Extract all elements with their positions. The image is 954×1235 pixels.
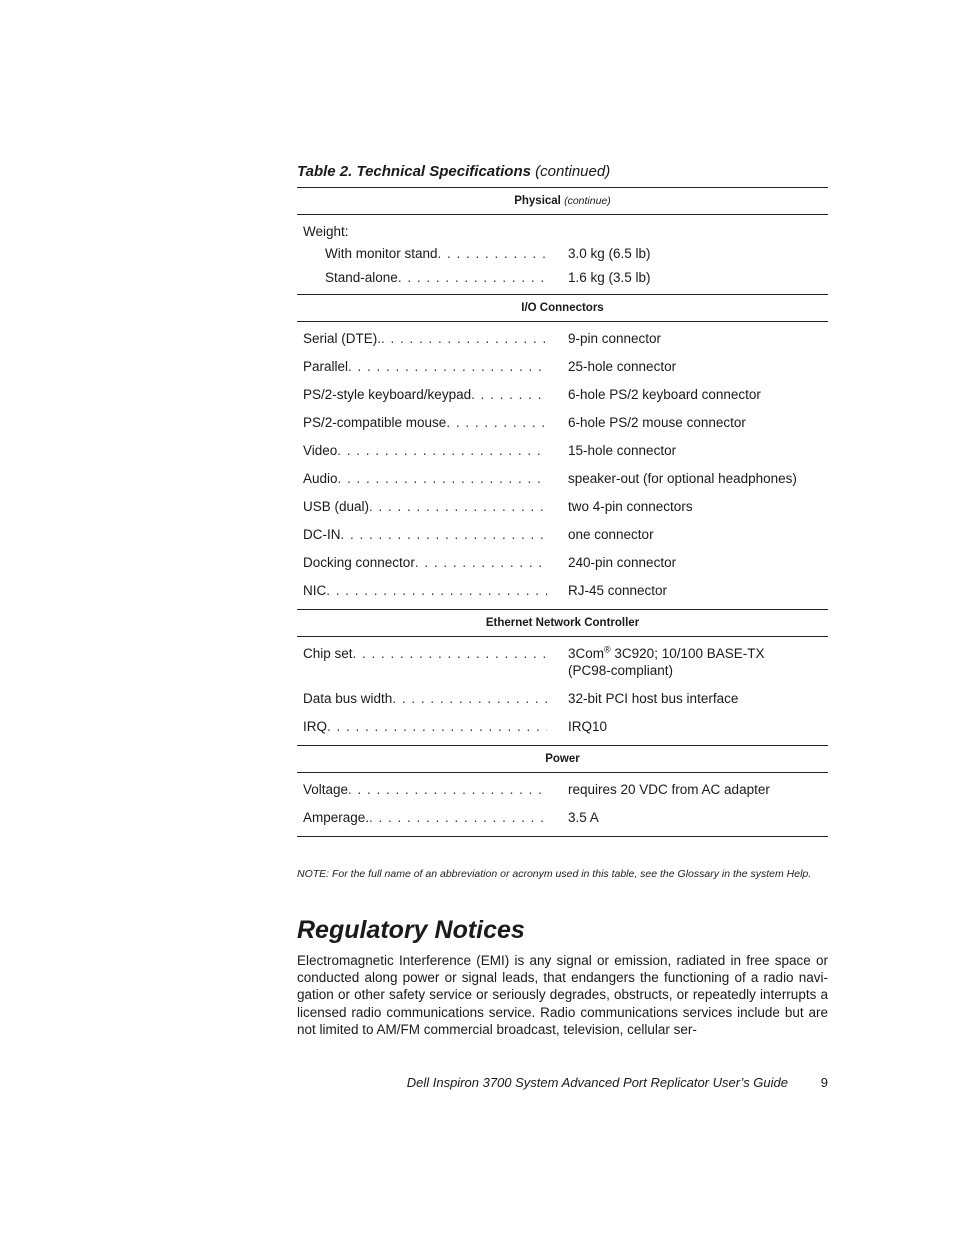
row-value: 3.5 A	[568, 810, 599, 825]
row-label: Voltage	[303, 782, 349, 797]
body-paragraph: Electromagnetic Interference (EMI) is any signal or emission, radiated in free space or conducted along power or signal leads, that endangers the functioning of a radio navi-gation or other safety service or seriously degrades, obstructs, or repeatedly interrupts a licensed radio communications service. Radio communications services include but are not limited to AM/FM commercial broadcast, television, cellular ser-	[297, 953, 828, 1037]
page-content	[297, 162, 828, 1038]
row-label: Serial (DTE).	[303, 331, 382, 346]
row-label: PS/2-style keyboard/keypad	[303, 387, 472, 402]
leader-dots	[337, 442, 547, 459]
chipset-brand: 3Com	[568, 646, 605, 661]
row-label: IRQ	[303, 719, 328, 734]
row-label: USB (dual)	[303, 499, 370, 514]
leader-dots	[348, 781, 547, 798]
footer-guide-title: Dell Inspiron 3700 System Advanced Port Replicator User’s Guide	[406, 1075, 788, 1090]
table-row	[297, 804, 828, 832]
table-row	[297, 266, 828, 290]
table-row	[297, 640, 828, 685]
row-value: 32-bit PCI host bus interface	[568, 691, 739, 706]
row-label: Docking connector	[303, 555, 415, 570]
chipset-model: 3C920; 10/100 BASE-TX	[610, 646, 765, 661]
row-value: 15-hole connector	[568, 443, 677, 458]
leader-dots	[348, 358, 547, 375]
row-value: 6-hole PS/2 keyboard connector	[568, 387, 761, 402]
spec-table	[297, 187, 828, 837]
row-value: speaker-out (for optional headphones)	[568, 471, 797, 486]
leader-dots	[353, 645, 547, 679]
leader-dots	[471, 386, 547, 403]
section-body-io	[297, 322, 828, 609]
section-heading: Regulatory Notices	[297, 916, 525, 944]
row-value: 240-pin connector	[568, 555, 677, 570]
section-header-physical	[297, 188, 828, 215]
section-title-continue: (continue)	[564, 195, 611, 207]
section-header-io: I/O Connectors	[297, 295, 828, 322]
weight-label: Weight:	[303, 224, 349, 239]
row-label: Audio	[303, 471, 338, 486]
row-label: Video	[303, 443, 338, 458]
table-row	[297, 381, 828, 409]
row-label: Data bus width	[303, 691, 393, 706]
section-ethernet	[297, 610, 828, 746]
row-value: 1.6 kg (3.5 lb)	[568, 270, 651, 285]
row-label: PS/2-compatible mouse	[303, 415, 447, 430]
chipset-compliance: (PC98-compliant)	[568, 663, 674, 678]
page-footer	[297, 1073, 828, 1093]
table-caption-continued: (continued)	[535, 163, 611, 180]
table-note: NOTE: For the full name of an abbreviation or acronym used in this table, see the Glossary in the system Help.	[297, 868, 812, 880]
page-number: 9	[820, 1075, 828, 1090]
row-label: Stand-alone	[325, 270, 398, 285]
row-value: two 4-pin connectors	[568, 499, 693, 514]
table-row	[297, 242, 828, 266]
row-label: Chip set	[303, 646, 353, 661]
section-header-ethernet: Ethernet Network Controller	[297, 610, 828, 637]
row-value: IRQ10	[568, 719, 608, 734]
row-value: 25-hole connector	[568, 359, 677, 374]
leader-dots	[398, 269, 547, 286]
row-label: DC-IN	[303, 527, 341, 542]
table-row	[297, 549, 828, 577]
row-value: 9-pin connector	[568, 331, 662, 346]
leader-dots	[438, 245, 547, 262]
table-row	[297, 577, 828, 605]
section-header-power: Power	[297, 746, 828, 773]
table-row	[297, 776, 828, 804]
section-title: Physical	[514, 195, 561, 207]
table-caption	[297, 162, 828, 182]
leader-dots	[392, 690, 547, 707]
leader-dots	[446, 414, 547, 431]
leader-dots	[338, 470, 547, 487]
row-label: Parallel	[303, 359, 349, 374]
row-value: requires 20 VDC from AC adapter	[568, 782, 770, 797]
section-physical	[297, 188, 828, 295]
section-body-ethernet	[297, 637, 828, 745]
registered-mark: ®	[604, 644, 611, 655]
row-label: NIC	[303, 583, 327, 598]
table-row	[297, 493, 828, 521]
row-value	[547, 645, 828, 679]
leader-dots	[415, 554, 547, 571]
row-value: RJ-45 connector	[568, 583, 668, 598]
table-row	[297, 685, 828, 713]
table-row	[297, 325, 828, 353]
row-value: one connector	[568, 527, 654, 542]
table-row	[297, 521, 828, 549]
row-value: 3.0 kg (6.5 lb)	[568, 246, 651, 261]
row-value: 6-hole PS/2 mouse connector	[568, 415, 746, 430]
section-io-connectors	[297, 295, 828, 610]
leader-dots	[369, 498, 547, 515]
leader-dots	[369, 809, 547, 826]
table-row	[297, 465, 828, 493]
leader-dots	[341, 526, 548, 543]
table-row	[297, 409, 828, 437]
table-row	[297, 353, 828, 381]
leader-dots	[327, 718, 547, 735]
leader-dots	[326, 582, 547, 599]
section-body-physical	[297, 215, 828, 294]
row-label: With monitor stand	[325, 246, 438, 261]
leader-dots	[381, 330, 547, 347]
row-label: Amperage.	[303, 810, 370, 825]
table-caption-title: Table 2. Technical Specifications	[297, 163, 531, 180]
table-row	[297, 713, 828, 741]
section-power	[297, 746, 828, 836]
section-body-power	[297, 773, 828, 836]
table-row	[297, 437, 828, 465]
